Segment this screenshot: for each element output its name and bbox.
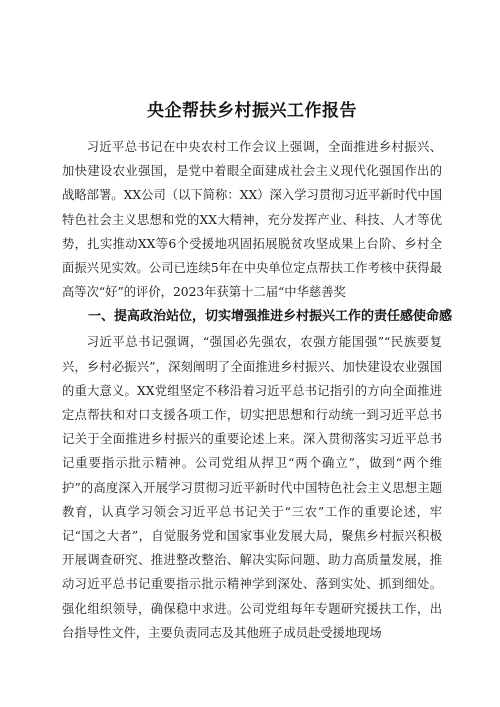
intro-paragraph: 习近平总书记在中央农村工作会议上强调，全面推进乡村振兴、加快建设农业强国，是党中着眼全面建成社会主义现代化强国作出的战略部署。XX公司（以下简称：XX）深入学习贯彻习近平新时代中国特色社会主义思想和党的XX大精神，充分发挥产业、科技、人才等优势，扎实推动XX等6个受援地巩固拓展脱贫攻坚成果上台阶、乡村全面振兴见实效。公司已连续5年在中央单位定点帮扶工作考核中获得最高等次“好”的评价，2023年获第十二届“中华慈善奖 (62, 140, 442, 300)
section-1-paragraph: 习近平总书记强调，“强国必先强农，农强方能国强”“民族要复兴，乡村必振兴”，深刻阐明了全面推进乡村振兴、加快建设农业强国的重大意义。XX党组坚定不移沿着习近平总书记指引的方向全面推进定点帮扶和对口支援各项工作，切实把思想和行动统一到习近平总书记关于全面推进乡村振兴的重要论述上来。深入贯彻落实习近平总书记重要指示批示精神。公司党组从捍卫“两个确立”，做到“两个维护”的高度深入开展学习贯彻习近平新时代中国特色社会主义思想主题教育，认真学习领会习近平总书记关于“三农”工作的重要论述，牢记“国之大者”，自觉服务党和国家事业发展大局，聚焦乡村振兴积极开展调查研究、推进整改整治、解决实际问题、助力高质量发展，推动习近平总书记重要指示批示精神学到深处、落到实处、抓到细处。强化组织领导，确保稳中求进。公司党组每年专题研究援扶工作，出台指导性文件，主要负责同志及其他班子成员赴受援地现场 (62, 335, 442, 640)
document-title: 央企帮扶乡村振兴工作报告 (147, 101, 357, 121)
section-heading-1: 一、提高政治站位，切实增强推进乡村振兴工作的责任感使命感 (88, 309, 453, 325)
